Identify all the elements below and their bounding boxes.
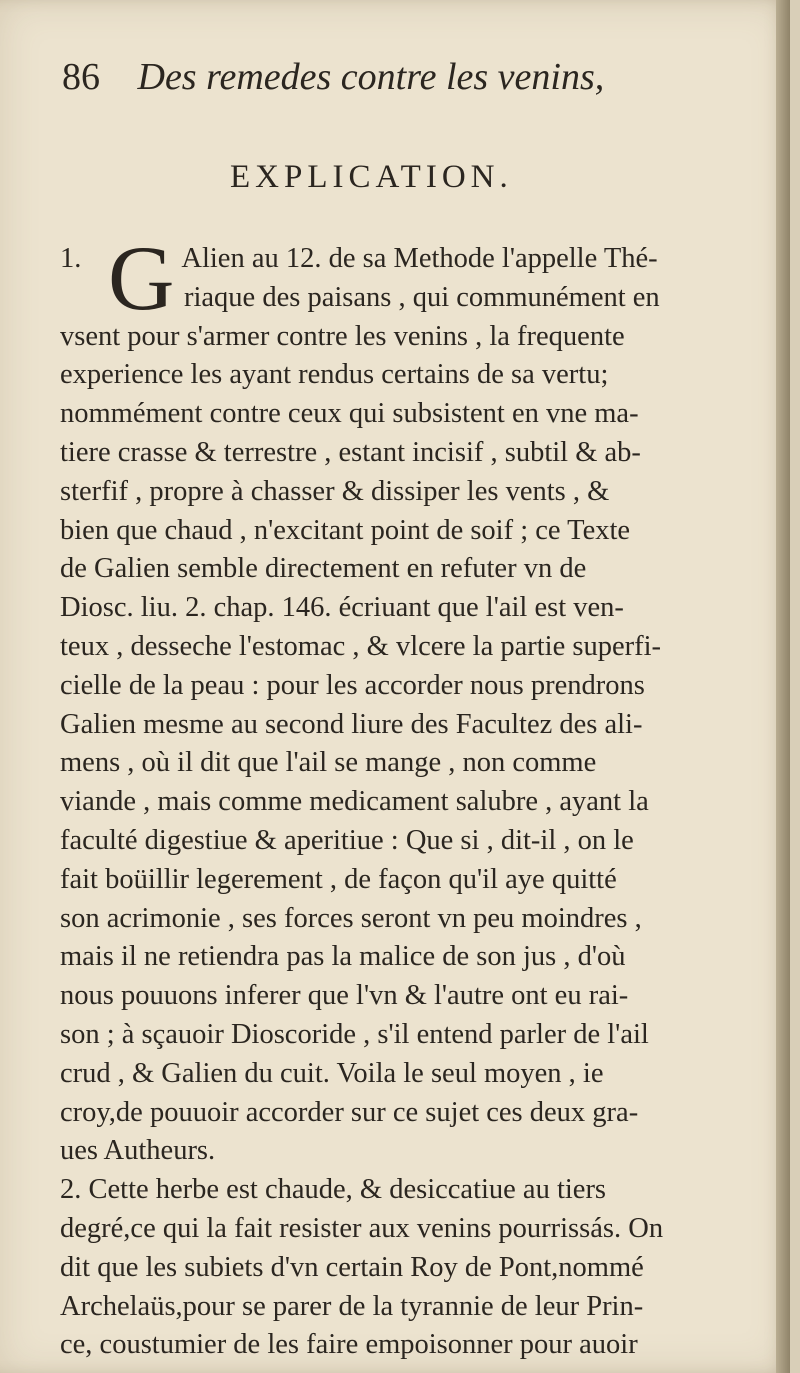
text-line: tiere crasse & terrestre , estant incisif , subtil & ab-	[60, 436, 641, 468]
text-line: viande , mais comme medicament salubre , ayant la	[60, 786, 649, 818]
text-line: crud , & Galien du cuit. Voila le seul moyen , ie	[60, 1057, 604, 1089]
drop-capital: G	[108, 227, 175, 329]
body-text	[60, 240, 760, 1365]
running-head	[62, 52, 702, 102]
text-line: bien que chaud , n'excitant point de soif ; ce Texte	[60, 514, 631, 546]
text-line: son ; à sçauoir Dioscoride , s'il entend parler de l'ail	[60, 1018, 649, 1050]
text-line: 2. Cette herbe est chaude, & desiccatiue au tiers	[60, 1174, 607, 1206]
text-line: son acrimonie , ses forces seront vn peu moindres ,	[60, 902, 642, 934]
text-line: Archelaüs,pour se parer de la tyrannie de leur Prin-	[60, 1290, 644, 1322]
page-number: 86	[62, 56, 100, 98]
text-line: ce, coustumier de les faire empoisonner pour auoir	[60, 1329, 638, 1361]
text-line: degré,ce qui la fait resister aux venins pourrissás. On	[60, 1212, 664, 1244]
text-line: mais il ne retiendra pas la malice de son jus , d'où	[60, 941, 626, 973]
text-line: riaque des paisans , qui communément en	[184, 281, 660, 313]
text-line: dit que les subiets d'vn certain Roy de Pont,nommé	[60, 1251, 644, 1283]
text-line: nommément contre ceux qui subsistent en vne ma-	[60, 398, 639, 430]
text-line: mens , où il dit que l'ail se mange , non comme	[60, 747, 597, 779]
text-line: croy,de pouuoir accorder sur ce sujet ces deux gra-	[60, 1096, 639, 1128]
first-line-text: Alien au 12. de sa Methode l'appelle Thé-	[181, 243, 658, 274]
running-title: Des remedes contre les venins,	[137, 56, 605, 98]
text-line: teux , desseche l'estomac , & vlcere la partie superfi-	[60, 630, 662, 662]
text-line: vsent pour s'armer contre les venins , la frequente	[60, 320, 625, 352]
text-line: fait boüillir legerement , de façon qu'il aye quitté	[60, 863, 617, 895]
text-line: faculté digestiue & aperitiue : Que si , dit-il , on le	[60, 824, 634, 856]
page-edge	[776, 0, 790, 1373]
text-line: Galien mesme au second liure des Facultez des ali-	[60, 708, 643, 740]
text-line: cielle de la peau : pour les accorder nous prendrons	[60, 669, 645, 701]
text-line: sterfif , propre à chasser & dissiper les vents , &	[60, 475, 610, 507]
text-line: experience les ayant rendus certains de sa vertu;	[60, 359, 609, 391]
section-heading: EXPLICATION.	[230, 159, 513, 195]
text-line: de Galien semble directement en refuter vn de	[60, 553, 587, 585]
text-line: nous pouuons inferer que l'vn & l'autre ont eu rai-	[60, 980, 629, 1012]
text-line	[60, 240, 760, 279]
paragraph-number: 1.	[60, 243, 82, 274]
text-line: ues Autheurs.	[60, 1135, 216, 1167]
text-line: Diosc. liu. 2. chap. 146. écriuant que l'ail est ven-	[60, 592, 624, 624]
